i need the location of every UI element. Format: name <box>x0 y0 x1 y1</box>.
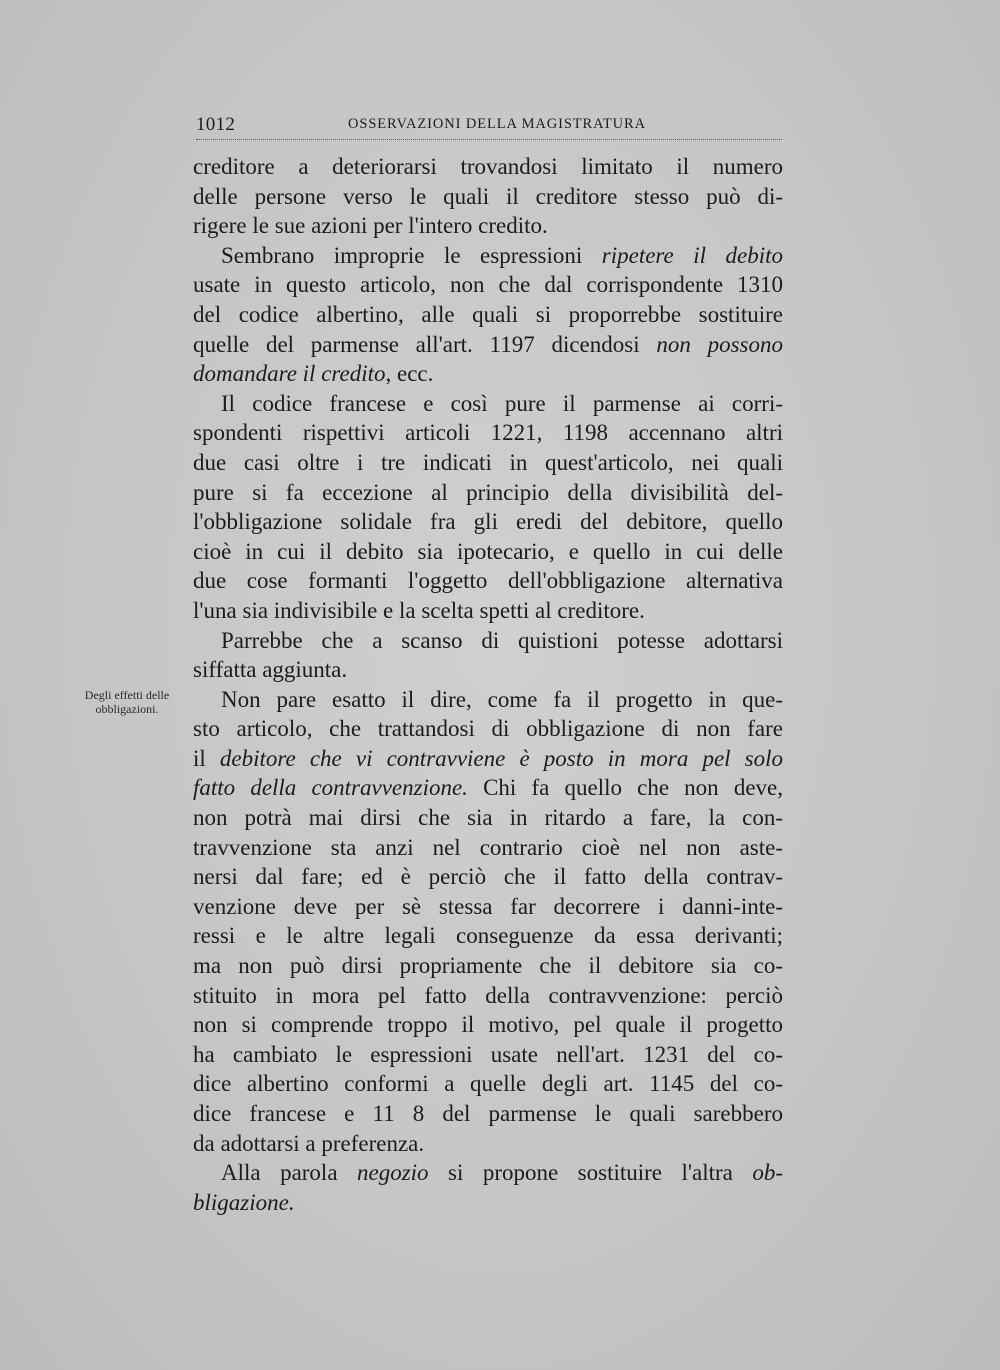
text-line: ma non può dirsi propriamente che il debitore sia co- <box>193 953 783 979</box>
text-line: due cose formanti l'oggetto dell'obbligazione alternativa <box>193 568 783 594</box>
text-line: dice albertino conformi a quelle degli art. 1145 del co- <box>193 1071 783 1097</box>
text-line: creditore a deteriorarsi trovandosi limitato il numero <box>193 154 783 179</box>
text-line: pure si fa eccezione al principio della divisibilità del- <box>193 479 783 505</box>
text-line: usate in questo articolo, non che dal corrispondente 1310 <box>193 272 783 298</box>
text-run: si propone sostituire l'altra <box>428 1160 753 1186</box>
text-line <box>193 241 783 271</box>
text-line: nersi dal fare; ed è perciò che il fatto della contrav- <box>193 864 783 890</box>
text-run: Alla parola <box>221 1160 357 1186</box>
text-run: , ecc. <box>385 361 434 387</box>
text-line: siffatta aggiunta. <box>193 657 348 683</box>
header-rule <box>196 139 782 140</box>
text-line: cioè in cui il debito sia ipotecario, e quello in cui delle <box>193 538 783 564</box>
text-line: non potrà mai dirsi che sia in ritardo a fare, la con- <box>193 805 783 831</box>
text-line: Il codice francese e così pure il parmense ai corri- <box>221 390 783 416</box>
italic-text: debitore che vi contravviene è posto in mora pel solo <box>219 745 783 771</box>
text-line: dice francese e 11 8 del parmense le quali sarebbero <box>193 1101 783 1126</box>
text-line <box>193 359 783 389</box>
margin-note-line: obbligazioni. <box>95 702 159 716</box>
text-line <box>193 773 783 803</box>
italic-text: non possono <box>656 331 783 357</box>
text-line: due casi oltre i tre indicati in quest'articolo, nei quali <box>193 449 783 475</box>
text-line <box>193 330 783 360</box>
text-line: non si comprende troppo il motivo, pel quale il progetto <box>193 1012 783 1038</box>
italic-text: bligazione. <box>193 1189 295 1215</box>
italic-text: ripetere il debito <box>601 242 783 268</box>
text-line: Parrebbe che a scanso di quistioni potesse adottarsi <box>221 627 783 653</box>
text-run: Chi fa quello che non deve, <box>467 775 783 801</box>
margin-note <box>66 688 188 716</box>
page-header <box>196 114 782 136</box>
text-line: delle persone verso le quali il creditore stesso può di- <box>193 183 783 209</box>
text-line: spondenti rispettivi articoli 1221, 1198 accennano altri <box>193 420 783 446</box>
italic-text: domandare il credito <box>193 361 386 387</box>
italic-text: ob- <box>752 1160 783 1186</box>
margin-note-line: Degli effetti delle <box>84 688 170 702</box>
body-text <box>193 152 783 1217</box>
text-run: il <box>193 745 220 771</box>
text-line <box>193 1188 783 1218</box>
text-line: stituito in mora pel fatto della contravvenzione: perciò <box>193 982 783 1008</box>
text-line: ressi e le altre legali conseguenze da essa derivanti; <box>193 923 783 949</box>
text-line: l'obbligazione solidale fra gli eredi del debitore, quello <box>193 509 783 535</box>
text-line: rigere le sue azioni per l'intero credito. <box>193 213 548 239</box>
text-line: venzione deve per sè stessa far decorrere i danni-inte- <box>193 893 783 919</box>
text-line <box>193 1158 783 1188</box>
italic-text: fatto della contravvenzione. <box>193 775 468 801</box>
text-line: travvenzione sta anzi nel contrario cioè nel non aste- <box>193 834 783 860</box>
italic-text: negozio <box>357 1160 429 1186</box>
text-line <box>193 744 783 774</box>
text-line: l'una sia indivisibile e la scelta spetti al creditore. <box>193 597 645 623</box>
text-run: quelle del parmense all'art. 1197 dicendosi <box>193 331 657 357</box>
text-line: sto articolo, che trattandosi di obbligazione di non fare <box>193 716 783 742</box>
text-line: del codice albertino, alle quali si proporrebbe sostituire <box>193 301 783 327</box>
text-line: da adottarsi a preferenza. <box>193 1130 425 1156</box>
running-title: OSSERVAZIONI DELLA MAGISTRATURA <box>348 116 646 132</box>
text-run: Sembrano improprie le espressioni <box>221 242 602 268</box>
text-line: ha cambiato le espressioni usate nell'art. 1231 del co- <box>193 1041 783 1067</box>
text-line: Non pare esatto il dire, come fa il progetto in que- <box>221 686 783 712</box>
page-number: 1012 <box>196 114 236 135</box>
